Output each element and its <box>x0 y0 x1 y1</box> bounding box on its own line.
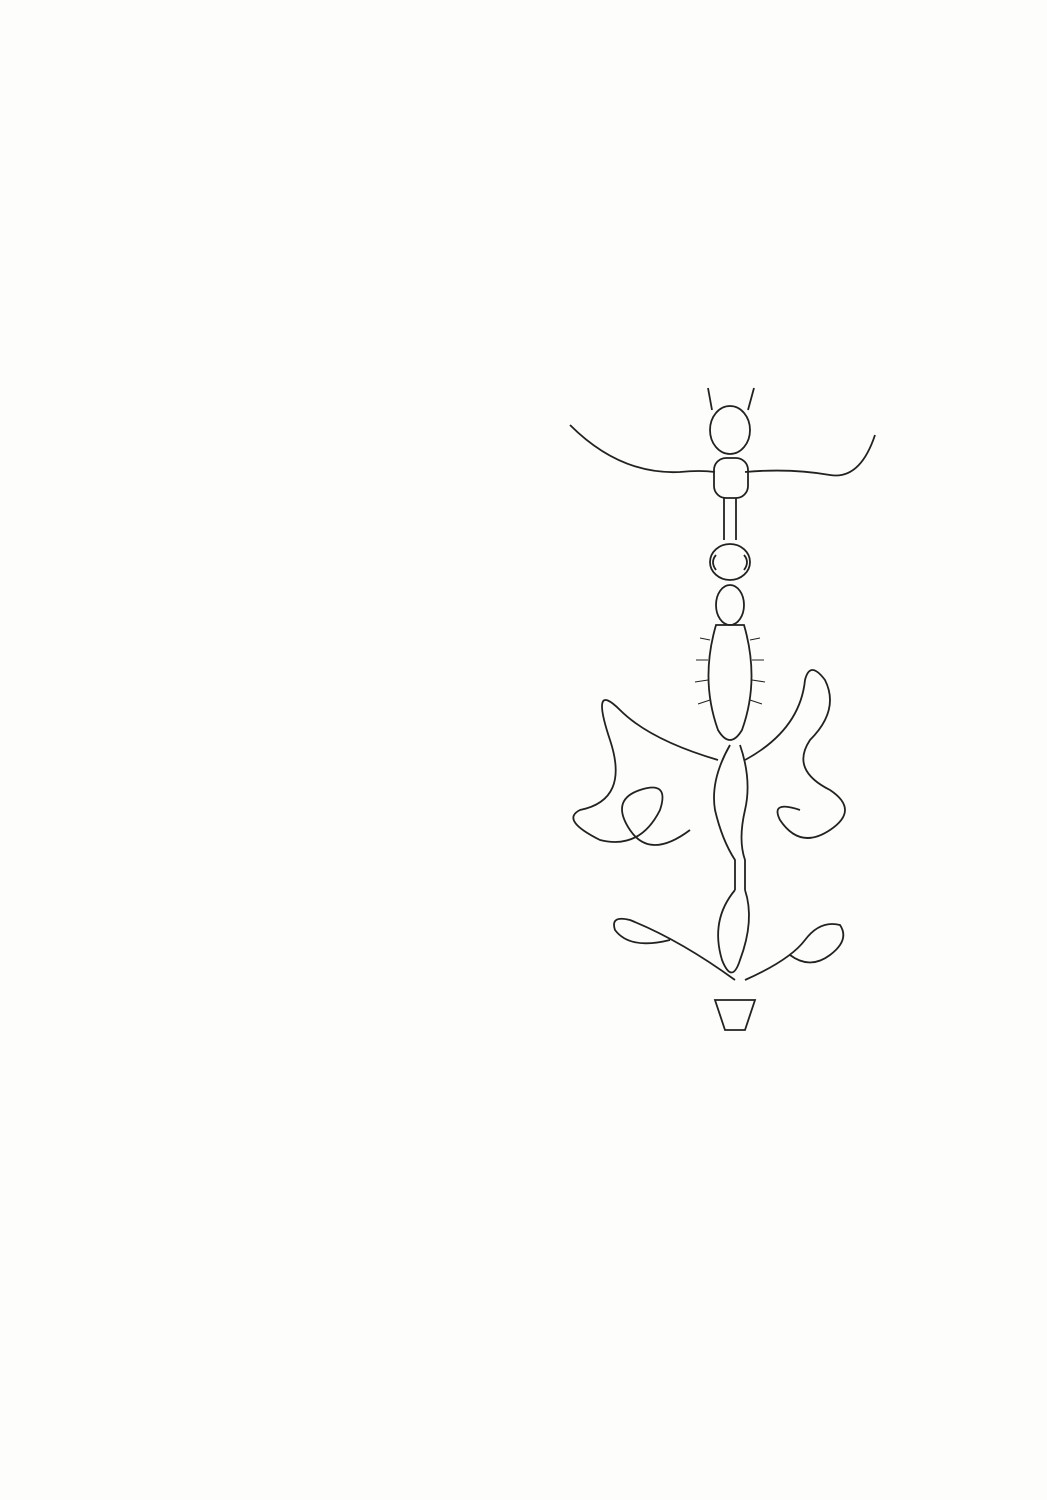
insect-digestive-diagram <box>540 380 890 1060</box>
head-part <box>710 406 750 454</box>
anal-gland-left <box>614 919 735 980</box>
oesophagus <box>724 498 736 540</box>
anus <box>715 1000 755 1030</box>
digestive-system-figure <box>540 380 890 1060</box>
malpighian-tubules-right <box>745 670 845 838</box>
rectum <box>718 890 749 973</box>
stomach <box>708 625 751 740</box>
left-antenna <box>570 425 715 472</box>
right-antenna <box>745 435 875 476</box>
malpighian-tubules-left <box>573 700 718 845</box>
ingluvies <box>710 544 750 580</box>
intestine <box>714 745 735 890</box>
head-capsule <box>714 458 748 498</box>
proventriculus <box>716 585 744 625</box>
anal-gland-right <box>745 924 843 980</box>
